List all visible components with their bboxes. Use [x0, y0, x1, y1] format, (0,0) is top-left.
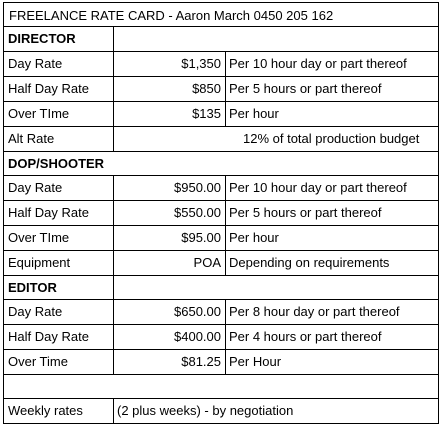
grid-line	[3, 374, 438, 375]
section-header-row	[0, 275, 440, 299]
grid-line	[3, 423, 438, 424]
table-row	[0, 299, 440, 324]
section-heading-director: DIRECTOR	[8, 31, 76, 46]
weekly-rates-label: Weekly rates	[8, 403, 83, 418]
terms-cell: Per 5 hours or part thereof	[229, 81, 382, 96]
price-cell: $81.25	[181, 354, 221, 369]
price-cell: $95.00	[181, 230, 221, 245]
price-cell	[113, 126, 225, 151]
table-row	[0, 349, 440, 374]
price-cell: $950.00	[174, 180, 221, 195]
grid-line	[3, 200, 438, 201]
item-label: Day Rate	[8, 56, 63, 71]
item-label: Over TIme	[8, 230, 70, 245]
price-cell: $1,350	[181, 56, 221, 71]
grid-line	[3, 349, 438, 350]
item-label: Equipment	[8, 255, 71, 270]
item-label: Day Rate	[8, 304, 63, 319]
price-cell: $650.00	[174, 304, 221, 319]
terms-cell: Per 4 hours or part thereof	[229, 329, 382, 344]
rate-card-title: FREELANCE RATE CARD - Aaron March 0450 205 162	[9, 7, 334, 23]
grid-line	[3, 151, 438, 152]
terms-cell: Per 5 hours or part thereof	[229, 205, 382, 220]
grid-line	[3, 175, 438, 176]
grid-line	[3, 225, 438, 226]
grid-line	[3, 250, 438, 251]
table-row	[0, 126, 440, 151]
price-cell: $850	[192, 81, 221, 96]
item-label: Half Day Rate	[8, 205, 89, 220]
grid-line	[3, 76, 438, 77]
grid-line	[113, 175, 114, 275]
terms-cell: Per hour	[229, 106, 279, 121]
grid-line	[3, 51, 438, 52]
grid-line	[3, 275, 438, 276]
section-header-row	[0, 151, 440, 175]
grid-line	[3, 2, 4, 424]
section-heading-editor: EDITOR	[8, 279, 57, 295]
terms-cell: Per 10 hour day or part thereof	[229, 180, 407, 195]
item-label: Alt Rate	[8, 131, 55, 146]
grid-line	[3, 398, 438, 399]
grid-line	[113, 398, 114, 423]
table-row	[0, 101, 440, 126]
section-heading-dop-shooter: DOP/SHOOTER	[8, 155, 105, 171]
grid-line	[438, 2, 439, 424]
terms-cell: Depending on requirements	[229, 255, 390, 270]
table-row	[0, 324, 440, 349]
item-label: Half Day Rate	[8, 81, 89, 96]
price-cell: POA	[193, 255, 221, 270]
item-label: Day Rate	[8, 180, 63, 195]
title-row	[0, 4, 440, 26]
grid-line	[3, 324, 438, 325]
terms-cell: Per 10 hour day or part thereof	[229, 56, 407, 71]
weekly-rates-row	[0, 398, 440, 423]
section-header-row	[0, 26, 440, 51]
price-cell: $400.00	[174, 329, 221, 344]
grid-line	[225, 299, 226, 374]
table-row	[0, 250, 440, 275]
item-label: Over TIme	[8, 106, 70, 121]
grid-line	[225, 51, 226, 126]
terms-cell: Per Hour	[229, 354, 282, 369]
table-row	[0, 76, 440, 101]
grid-line	[3, 26, 438, 27]
table-row	[0, 175, 440, 200]
grid-line	[3, 101, 438, 102]
grid-line	[113, 275, 114, 374]
table-row	[0, 200, 440, 225]
price-cell: $135	[192, 106, 221, 121]
grid-line	[225, 175, 226, 275]
grid-line	[3, 126, 438, 127]
item-label: Over Time	[8, 354, 68, 369]
grid-line	[3, 2, 438, 3]
grid-line	[3, 299, 438, 300]
item-label: Half Day Rate	[8, 329, 89, 344]
terms-cell: Per hour	[229, 230, 279, 245]
weekly-rates-value: (2 plus weeks) - by negotiation	[117, 403, 294, 418]
table-row	[0, 51, 440, 76]
table-row	[0, 225, 440, 250]
price-cell: $550.00	[174, 205, 221, 220]
terms-cell: 12% of total production budget	[243, 131, 420, 146]
terms-cell: Per 8 hour day or part thereof	[229, 304, 400, 319]
grid-line	[113, 26, 114, 151]
